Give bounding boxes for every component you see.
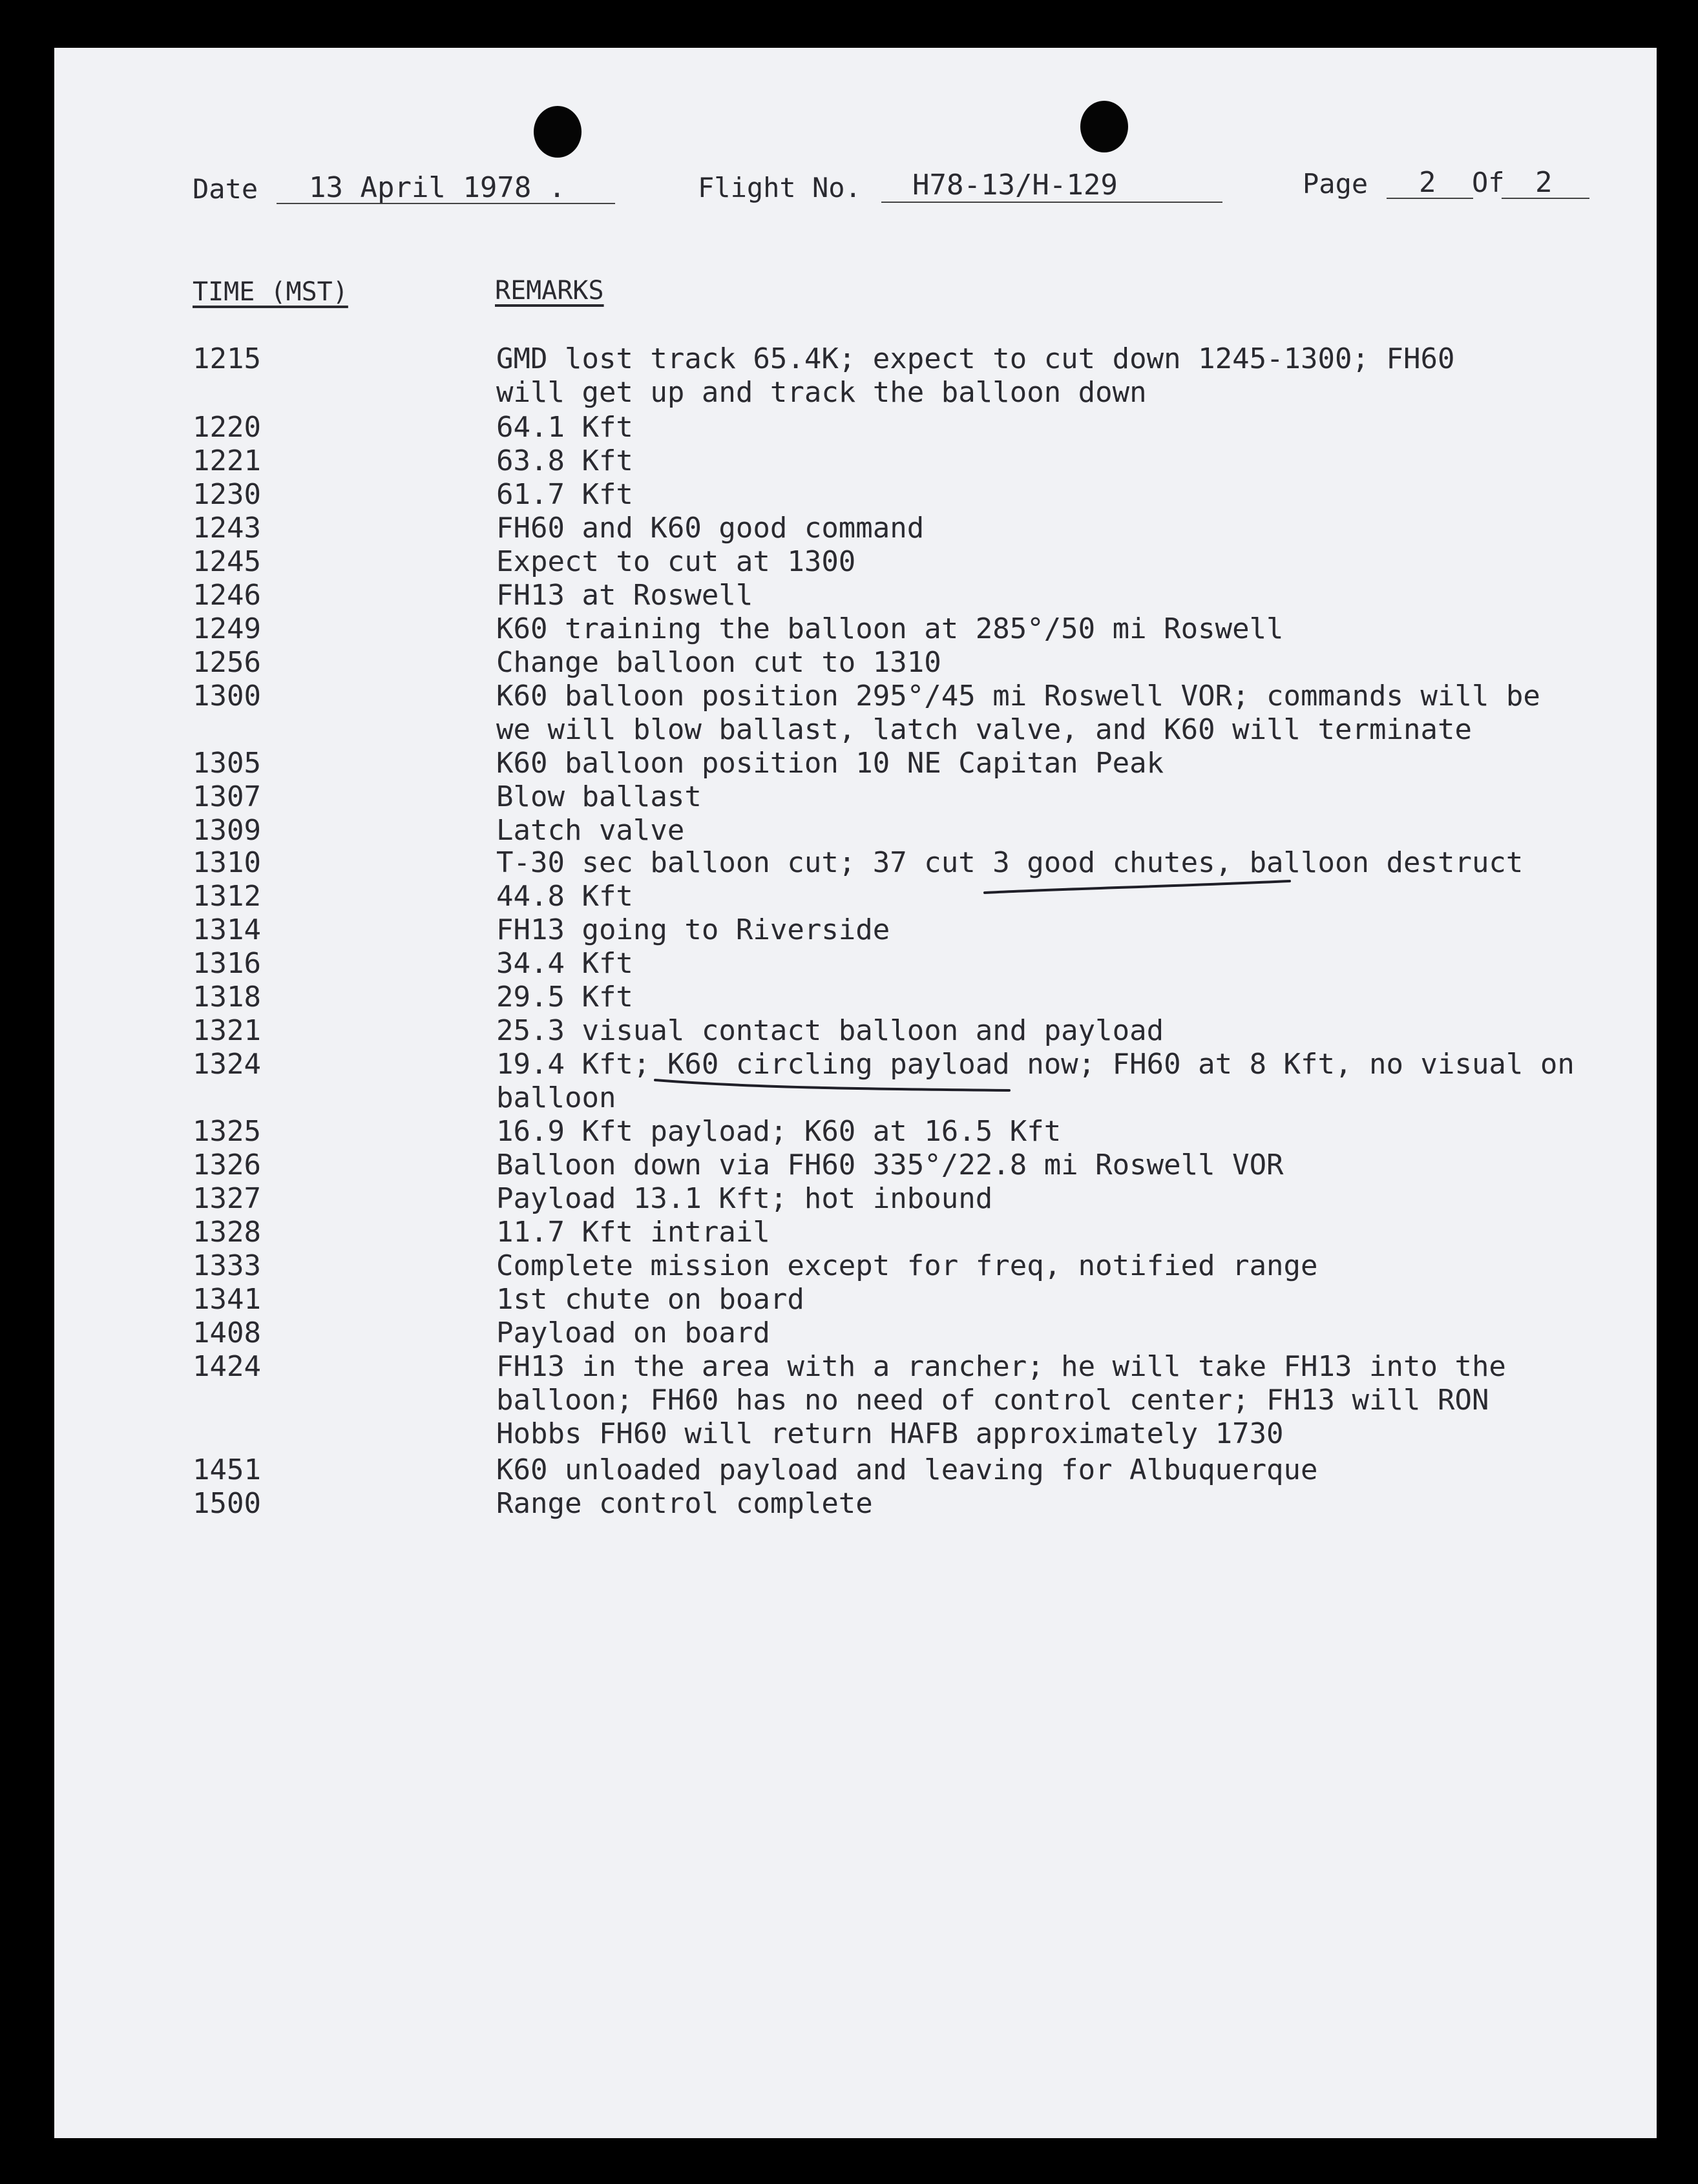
flight-number-underline: [881, 202, 1222, 203]
page-number: 2: [1419, 166, 1436, 199]
entry-time: 1327: [193, 1182, 261, 1215]
entry-time: 1256: [193, 646, 261, 679]
entry-time: 1333: [193, 1249, 261, 1282]
page-number-underline: [1387, 198, 1473, 199]
time-column-heading: TIME (MST): [193, 277, 348, 307]
entry-remark: Range control complete: [496, 1487, 873, 1520]
entry-remark: K60 balloon position 10 NE Capitan Peak: [496, 747, 1164, 780]
entry-time: 1312: [193, 880, 261, 913]
entry-time: 1249: [193, 612, 261, 645]
entry-remark: FH13 going to Riverside: [496, 913, 890, 946]
entry-remark: Change balloon cut to 1310: [496, 646, 941, 679]
entry-time: 1326: [193, 1149, 261, 1181]
entry-time: 1246: [193, 579, 261, 612]
entry-remark: K60 balloon position 295°/45 mi Roswell VOR; commands will be we will blow ballast, latch valve, and K60 will terminate: [496, 680, 1540, 746]
date-label: Date: [193, 173, 258, 205]
entry-remark: 61.7 Kft: [496, 478, 633, 511]
entry-time: 1243: [193, 512, 261, 545]
entry-remark: 16.9 Kft payload; K60 at 16.5 Kft: [496, 1115, 1062, 1148]
entry-remark: 19.4 Kft; K60 circling payload now; FH60 at 8 Kft, no visual on balloon: [496, 1048, 1575, 1114]
entry-remark: 11.7 Kft intrail: [496, 1216, 770, 1249]
entry-time: 1318: [193, 981, 261, 1014]
entry-remark: 25.3 visual contact balloon and payload: [496, 1014, 1164, 1047]
entry-remark: Payload on board: [496, 1316, 770, 1349]
entry-time: 1316: [193, 947, 261, 980]
entry-time: 1500: [193, 1487, 261, 1520]
entry-time: 1307: [193, 780, 261, 813]
entry-time: 1220: [193, 411, 261, 444]
entry-time: 1328: [193, 1216, 261, 1249]
entry-time: 1215: [193, 342, 261, 375]
page-total: 2: [1535, 166, 1553, 199]
entry-time: 1309: [193, 814, 261, 847]
punch-hole-left: [534, 106, 582, 158]
entry-remark: Expect to cut at 1300: [496, 545, 856, 578]
remarks-column-heading: REMARKS: [495, 276, 604, 306]
entry-time: 1230: [193, 478, 261, 511]
entry-remark: Payload 13.1 Kft; hot inbound: [496, 1182, 993, 1215]
entry-time: 1314: [193, 913, 261, 946]
entry-remark: Blow ballast: [496, 780, 702, 813]
entry-remark: Complete mission except for freq, notified range: [496, 1249, 1318, 1282]
entry-time: 1321: [193, 1014, 261, 1047]
entry-remark: 64.1 Kft: [496, 411, 633, 444]
entry-remark: K60 unloaded payload and leaving for Albuquerque: [496, 1453, 1318, 1486]
entry-remark: Balloon down via FH60 335°/22.8 mi Roswell VOR: [496, 1149, 1284, 1181]
entry-time: 1310: [193, 846, 261, 879]
entry-time: 1451: [193, 1453, 261, 1486]
entry-time: 1424: [193, 1350, 261, 1383]
flight-number-label: Flight No.: [698, 172, 861, 203]
entry-time: 1325: [193, 1115, 261, 1148]
entry-remark: Latch valve: [496, 814, 685, 847]
page-label: Page: [1303, 168, 1368, 200]
entry-time: 1408: [193, 1316, 261, 1349]
entry-remark: GMD lost track 65.4K; expect to cut down 1245-1300; FH60 will get up and track the balloon down: [496, 342, 1455, 409]
entry-time: 1221: [193, 444, 261, 477]
entry-remark: T-30 sec balloon cut; 37 cut 3 good chutes, balloon destruct: [496, 846, 1524, 879]
entry-remark: FH60 and K60 good command: [496, 512, 925, 545]
flight-number-value: H78-13/H-129: [912, 169, 1118, 202]
entry-remark: 1st chute on board: [496, 1283, 804, 1316]
punch-hole-right: [1080, 101, 1128, 152]
entry-remark: FH13 at Roswell: [496, 579, 753, 612]
entry-remark: 34.4 Kft: [496, 947, 633, 980]
entry-remark: FH13 in the area with a rancher; he will take FH13 into the balloon; FH60 has no need of control center; FH13 will RON Hobbs FH60 will return HAFB approximately 1730: [496, 1350, 1506, 1450]
entry-time: 1324: [193, 1048, 261, 1081]
entry-remark: K60 training the balloon at 285°/50 mi Roswell: [496, 612, 1284, 645]
entry-time: 1341: [193, 1283, 261, 1316]
entry-remark: 44.8 Kft: [496, 880, 633, 913]
date-underline: [277, 203, 615, 204]
entry-remark: 63.8 Kft: [496, 444, 633, 477]
page-total-underline: [1502, 198, 1589, 199]
date-value: 13 April 1978 .: [309, 171, 566, 204]
entry-time: 1245: [193, 545, 261, 578]
entry-time: 1305: [193, 747, 261, 780]
of-label: Of: [1472, 167, 1505, 198]
entry-remark: 29.5 Kft: [496, 981, 633, 1014]
entry-time: 1300: [193, 680, 261, 712]
